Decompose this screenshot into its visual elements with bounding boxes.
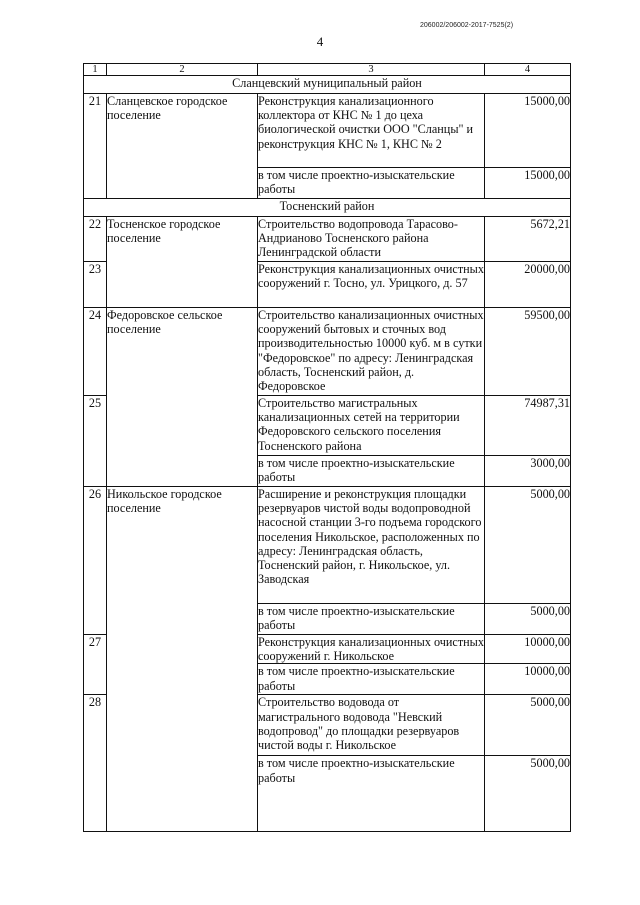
- municipality: Тосненское городское поселение: [107, 217, 258, 308]
- municipality: Федоровское сельское поселение: [107, 308, 258, 487]
- object-description: Реконструкция канализационного коллектора от КНС № 1 до цеха биологической очистки ООО "Сланцы" и реконструкция КНС № 1, КНС № 2: [258, 94, 485, 168]
- row-number: 25: [84, 396, 107, 487]
- section-title: Тосненский район: [84, 199, 571, 217]
- column-header: 3: [258, 64, 485, 76]
- object-description: Строительство водовода от магистрального водовода "Невский водопровод" до площадки резервуаров чистой воды г. Никольское: [258, 695, 485, 756]
- amount: 20000,00: [485, 262, 571, 308]
- object-description: Реконструкция канализационных очистных сооружений г. Тосно, ул. Урицкого, д. 57: [258, 262, 485, 308]
- amount: 74987,31: [485, 396, 571, 456]
- table-row: [84, 94, 571, 168]
- column-header: 1: [84, 64, 107, 76]
- subitem-amount: 10000,00: [485, 664, 571, 695]
- page-number: 4: [316, 34, 324, 49]
- subitem-description: в том числе проектно-изыскательские работы: [258, 756, 485, 832]
- row-number: 27: [84, 635, 107, 695]
- section-row: [84, 76, 571, 94]
- amount: 10000,00: [485, 635, 571, 664]
- object-description: Расширение и реконструкция площадки резервуаров чистой воды водопроводной насосной станции 3-го подъема городского поселения Никольское, расположенных по адресу: Ленинградская область, Тосненский район, г. Никольское, ул. Заводская: [258, 487, 485, 604]
- row-number: 23: [84, 262, 107, 308]
- subitem-amount: 5000,00: [485, 604, 571, 635]
- subitem-description: в том числе проектно-изыскательские работы: [258, 604, 485, 635]
- row-number: 26: [84, 487, 107, 635]
- row-number: 28: [84, 695, 107, 832]
- section-row: [84, 199, 571, 217]
- object-description: Строительство водопровода Тарасово-Андриановo Тосненского района Ленинградской области: [258, 217, 485, 262]
- row-number: 22: [84, 217, 107, 262]
- amount: 5672,21: [485, 217, 571, 262]
- section-title: Сланцевский муниципальный район: [84, 76, 571, 94]
- subitem-description: в том числе проектно-изыскательские работы: [258, 664, 485, 695]
- funding-table: [83, 63, 571, 832]
- amount: 5000,00: [485, 695, 571, 756]
- object-description: Строительство канализационных очистных сооружений бытовых и сточных вод производительностью 10000 куб. м в сутки "Федоровское" по адресу: Ленинградская область, Тосненский район, д. Федоровское: [258, 308, 485, 396]
- subitem-amount: 15000,00: [485, 168, 571, 199]
- object-description: Реконструкция канализационных очистных сооружений г. Никольское: [258, 635, 484, 664]
- column-header: 4: [485, 64, 571, 76]
- row-number: 24: [84, 308, 107, 396]
- column-number-row: [84, 64, 571, 76]
- subitem-amount: 5000,00: [485, 756, 571, 832]
- object-description: Строительство магистральных канализационных сетей на территории Федоровского сельского поселения Тосненского района: [258, 396, 485, 456]
- column-header: 2: [107, 64, 258, 76]
- amount: 5000,00: [485, 487, 571, 604]
- row-number: 21: [84, 94, 107, 199]
- document-id: 206002/206002-2017-7525(2): [420, 22, 514, 29]
- subitem-amount: 3000,00: [485, 456, 571, 487]
- subitem-description: в том числе проектно-изыскательские работы: [258, 168, 485, 199]
- table-row: [84, 217, 571, 262]
- amount: 59500,00: [485, 308, 571, 396]
- table-row: [84, 487, 571, 604]
- municipality: Никольское городское поселение: [107, 487, 258, 832]
- subitem-description: в том числе проектно-изыскательские работы: [258, 456, 485, 487]
- table-row: [84, 308, 571, 396]
- municipality: Сланцевское городское поселение: [107, 94, 258, 199]
- amount: 15000,00: [485, 94, 571, 168]
